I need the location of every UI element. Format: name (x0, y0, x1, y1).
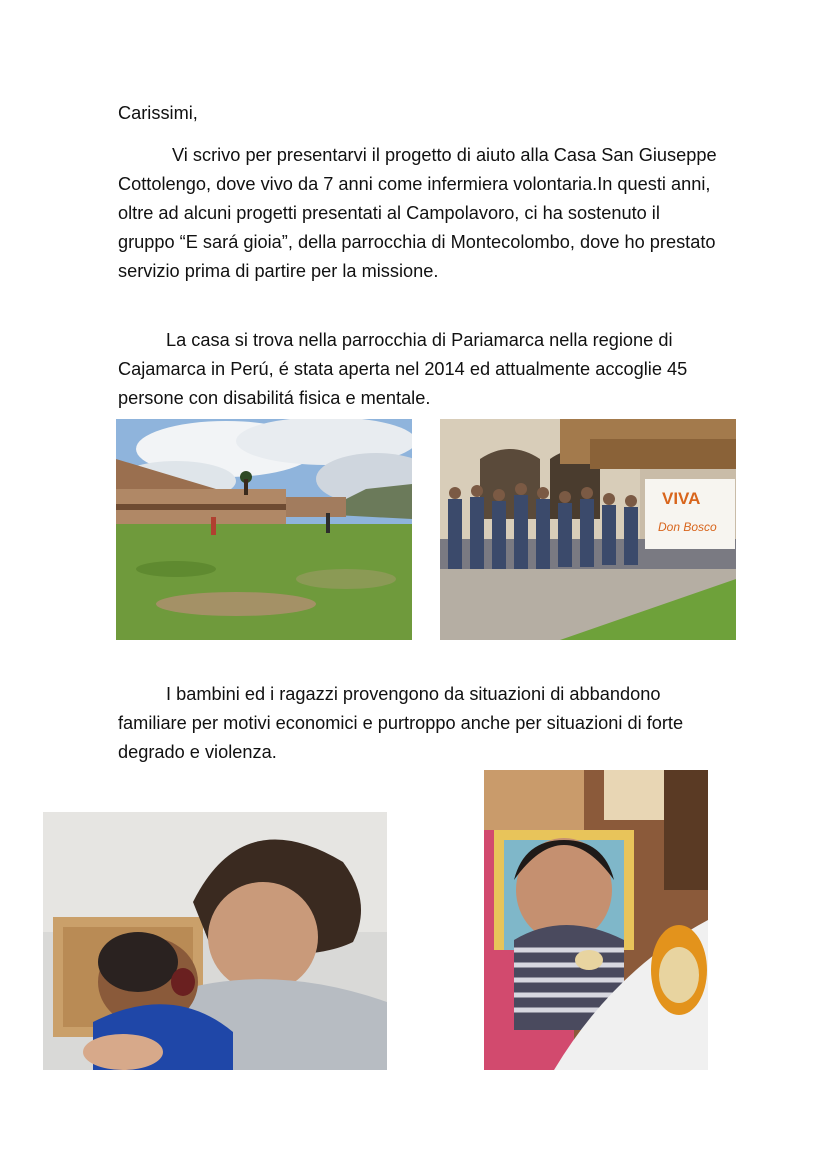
banner-viva-text: VIVA (662, 489, 701, 508)
paragraph-house (118, 326, 718, 413)
photo-nurse-child (43, 812, 387, 1070)
paragraph-house-text: La casa si trova nella parrocchia di Pariamarca nella regione di Cajamarca in Perú, é stata aperta nel 2014 ed attualmente accoglie 45 persone con disabilitá fisica e mentale. (118, 330, 688, 408)
paragraph-intro-text: Vi scrivo per presentarvi il progetto di aiuto alla Casa San Giuseppe Cottolengo, dove vivo da 7 anni come infermiera volontaria.In questi anni, oltre ad alcuni progetti presentati al Campolavoro, ci ha sostenuto il gruppo “E sará gioia”, della parrocchia di Montecolombo, dove ho prestato servizio prima di partire per la missione. (118, 145, 717, 281)
paragraph-children (118, 680, 718, 767)
greeting: Carissimi, (118, 103, 198, 123)
photo-courtyard (116, 419, 412, 640)
paragraph-children-text: I bambini ed i ragazzi provengono da situazioni di abbandono familiare per motivi economici e purtroppo anche per situazioni di forte degrado e violenza. (118, 684, 684, 762)
banner-don-bosco-text: Don Bosco (658, 520, 717, 534)
paragraph-intro (118, 141, 718, 286)
photo-child-highchair (484, 770, 708, 1070)
photo-group-banner (440, 419, 736, 640)
